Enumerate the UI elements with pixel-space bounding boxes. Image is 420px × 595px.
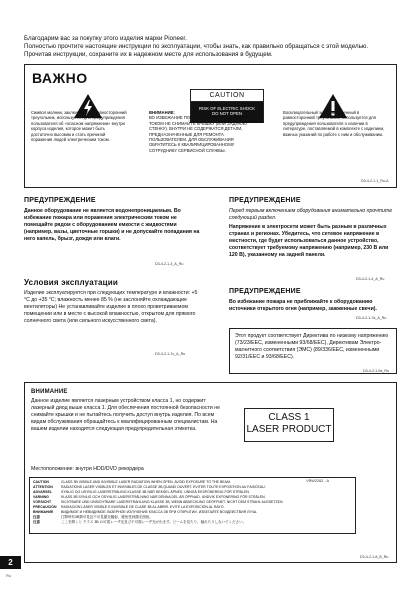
caution-description — [149, 110, 257, 153]
laser-label-row: ВНИМАНИЕ ВИДИМОЕ И НЕВИДИМОЕ ЛАЗЕРНОЕ ИЗЛУЧЕНИЕ КЛАССА 3B ПРИ ОТКРЫТИИ. ИЗБЕГАЙТЕ ВОЗДЕЙСТВИЯ ЛУЧА. — [33, 510, 258, 514]
right-warning-1-code: D3-4-2-1-4_A_Ru — [356, 277, 385, 281]
important-title: ВАЖНО — [32, 70, 88, 86]
right-warning-2-code: D3-4-2-1-7a_A_Ru — [356, 316, 387, 320]
laser-label-code: VRW2262 - A — [306, 479, 329, 483]
laser-text: Данное изделие является лазерным устройством класса 1, но содержит лазерный диод выше класса 1. Для обеспечения постоянной безопасности не снимайте крышки и не пытайтесь получить доступ внутрь изделия. По всем видам обслуживания обращайтесь к квалифицированным специалистам. На вашем изделии находится следующая предупредительная этикетка. — [31, 398, 220, 433]
warning-box-code: D3-4-2-1-1_Ru-A — [361, 179, 389, 183]
laser-warning-label — [29, 477, 356, 534]
left-warning-text: Данное оборудование не является водонепроницаемым. Во избежание пожара или поражения электрическим током не помещайте рядом с оборудованием емкости с жидкостями (например, вазы, цветочные горшки) и не допускайте попадания на него капель, брызг, дождя или влаги. — [24, 208, 200, 243]
left-warning-code: D3-4-2-1-3_A_Ru — [155, 262, 184, 266]
caution-line-2: DO NOT OPEN — [211, 111, 242, 117]
important-warning-box — [24, 64, 397, 188]
laser-location: Местоположение: внутри HDD/DVD рекордера — [31, 466, 144, 472]
directive-text: Этот продукт соответствует Директива по низкому напряжению (73/23/EEC, измененными 93/68/EEC), Директивам Электро-магнитного соответствия (ЭМС) (89/336/EEC, измененными 92/31/EEC и 93/68/EEC). — [235, 333, 389, 361]
class1-line-2: LASER PRODUCT — [246, 424, 332, 435]
directive-box — [229, 328, 397, 374]
right-warning-2-heading: ПРЕДУПРЕЖДЕНИЕ — [229, 288, 301, 295]
laser-label-rows — [30, 478, 355, 525]
laser-label-row: ADVARSEL SYNLIG OG USYNLIG LASERSTRÅLING KLASSE 3B NÅR DEKSEL ÅPNES. UNNGÅ EKSPONERING FOR STRÅLEN. — [33, 490, 250, 494]
intro-text — [24, 35, 396, 60]
right-warning-1-intro: Перед первым включением оборудования внимательно прочтите следующий раздел. — [229, 208, 393, 222]
conditions-text: Изделие эксплуатируется при следующих температуре и влажности: +5 °C до +35 °C; влажность менее 85 % (не заслоняйте охлаждающие вентиляторы) Не устанавливайте изделие в плохо проветриваемом помещении или в месте с высокой влажностью, открытом для прямого солнечного света (или сильного искусственного света). — [24, 290, 198, 325]
laser-label-row: PRECAUCIÓN RADIACIÓN LÁSER VISIBLE E INVISIBLE DE CLASE 3B AL ABRIR. EVITE LA EXPOSICIÓN AL RAYO. — [33, 505, 225, 509]
laser-warning-box — [24, 382, 397, 563]
right-warning-1-heading: ПРЕДУПРЕЖДЕНИЕ — [229, 197, 301, 204]
laser-label-row: VARNING KLASS 3B SYNLIG OCH OSYNLIG LASERSTRÅLNING NÄR DENNA DEL ÄR ÖPPNAD. UNDVIK EXPONERING FÖR STRÅLEN. — [33, 495, 266, 499]
left-warning-heading: ПРЕДУПРЕЖДЕНИЕ — [24, 197, 96, 204]
caution-head: CAUTION — [191, 90, 263, 102]
conditions-code: D3-4-2-1-7c_A_Ru — [155, 352, 186, 356]
laser-label-row: VORSICHT SICHTBARE UND UNSICHTBARE LASERSTRAHLUNG KLASSE 3B, WENN ABDECKUNG GEÖFFNET. NICHT DEM STRAHL AUSSETZEN. — [33, 500, 284, 504]
caution-description-title: ВНИМАНИЕ: — [149, 110, 175, 115]
laser-label-row: 注意 打開時有3B類可見及不可見激光輻射，避免受到激光照射。 — [33, 515, 153, 519]
laser-label-row: ATTENTION RADIATIONS LASER VISIBLES ET INVISIBLES DE CLASSE 3B QUAND OUVERT. EVITER TOUTE EXPOSITION AU FAISCEAU. — [33, 485, 266, 489]
intro-line-2: Полностью прочтите настоящие инструкции по эксплуатации, чтобы знать, как правильно обращаться с этой моделью. Прочитав инструкции, сохраните их в надежном месте для использования в будущем. — [24, 43, 369, 59]
directive-code: D3-4-2-1-9a_Ru — [363, 369, 389, 373]
language-code: Ru — [6, 573, 12, 578]
laser-code: D3-4-2-1-8_B_Ru — [360, 555, 389, 559]
right-warning-1-text: Напряжение в электросети может быть разным в различных странах и регионах. Убедитесь, что сетевое напряжение в местности, где будет использоваться данное устройство, соответствует требуемому напряжению (например, 230 В или 120 В), указанному на задней панели. — [229, 224, 389, 259]
caution-description-text: ВО ИЗБЕЖАНИЕ ПОРАЖЕНИЯ ЭЛЕКТРИЧЕСКИМ ТОКОМ НЕ СНИМАЙТЕ КРЫШКУ (ИЛИ ЗАДНЮЮ СТЕНКУ). ВНУТРИ НЕ СОДЕРЖАТСЯ ДЕТАЛИ, ПРЕДНАЗНАЧЕННЫЕ ДЛЯ РЕМОНТА ПОЛЬЗОВАТЕЛЕМ. ДЛЯ ОБСЛУЖИВАНИЯ ОБРАТИТЕСЬ К КВАЛИФИЦИРОВАННОМУ СОТРУДНИКУ СЕРВИСНОЙ СЛУЖБЫ. — [149, 115, 250, 153]
class1-line-1: CLASS 1 — [268, 412, 310, 423]
page-number: 2 — [0, 556, 21, 569]
exclamation-description: Восклицательный знак, заключенный в равносторонний треугольник, используется для предупреждения пользователя о наличии в литературе, поставляемой в комплекте с изделием, важных указаний по работе с ним и обслуживанию. — [283, 110, 385, 137]
class1-laser-label — [244, 408, 334, 442]
lightning-description: Символ молнии, заключенный в равносторонний треугольник, используется для предупреждения пользователя об «опасном напряжении» внутри корпуса изделия, которое может быть достаточно высоким и стать причиной поражения людей электрическим током. — [31, 110, 127, 143]
conditions-heading: Условия эксплуатации — [24, 278, 118, 287]
laser-label-row: CAUTION CLASS 3B VISIBLE AND INVISIBLE LASER RADIATION WHEN OPEN. AVOID EXPOSURE TO THE BEAM. — [33, 480, 231, 484]
laser-label-row: 注意 ここを開くと クラス 3B の可視レーザ光及び不可視レーザ光が出ます。ビームを見たり、触れたりしないでください。 — [33, 520, 247, 524]
intro-line-1: Благодарим вас за покупку этого изделия марки Pioneer. — [24, 35, 187, 42]
right-warning-2-text: Во избежание пожара не приближайте к оборудованию источники открытого огня (например, зажженные свечи). — [229, 299, 377, 313]
laser-heading: ВНИМАНИЕ — [31, 389, 68, 395]
caution-line-1: RISK OF ELECTRIC SHOCK — [198, 106, 256, 111]
